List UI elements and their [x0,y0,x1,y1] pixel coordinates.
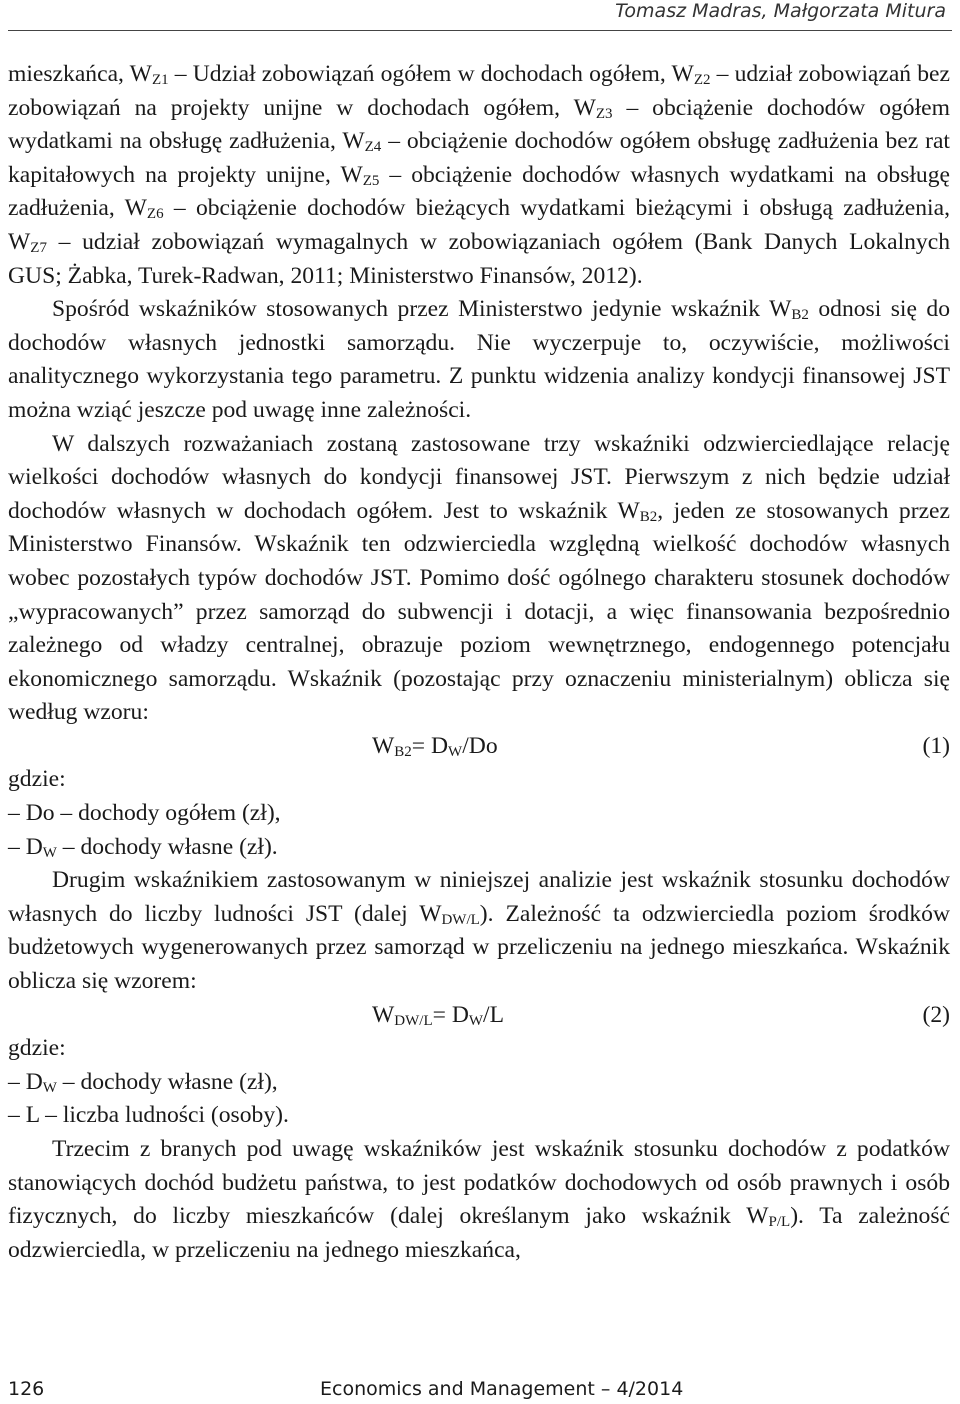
where-label-1: gdzie: [8,766,66,793]
journal-title: Economics and Management – 4/2014 [320,1378,684,1400]
paragraph-indicators: mieszkańca, $W_{Z1}$ – Udział zobowiązań ogółem w dochodach ogółem, $W_{Z2}$ – udział zobowiązań bez zobowiązań na projekty unijne w dochodach ogółem, $W_{Z3}$ – obciążenie dochodów ogółem wydatkami na obsługę zadłużenia, $W_{Z4}$ – obciążenie dochodów ogółem obsługę zadłużenia bez rat kapitałowych na projekty unijne, $W_{Z5}$ – obciążenie dochodów własnych wydatkami na obsługę zadłużenia, $W_{Z6}$ – obciążenie dochodów bieżących wydatkami bieżącymi i obsługą zadłużenia, $W_{Z7}$ – udział zobowiązań wymagalnych w zobowiązaniach ogółem (Bank Danych Lokalnych GUS; Żabka, Turek-Radwan, 2011; Ministerstwo Finansów, 2012). [8,61,950,289]
page-number: 126 [8,1378,45,1400]
definition-item: – Do – dochody ogółem (zł), [8,800,281,827]
paragraph-second-indicator: Drugim wskaźnikiem zastosowanym w niniejszej analizie jest wskaźnik stosunku dochodów własnych do liczby ludności JST (dalej $W_{DW/L}$). Zależność ta odzwierciedla poziom środków budżetowych wygenerowanych przez samorząd w przeliczeniu na jednego mieszkańca. Wskaźnik oblicza się wzorem: [8,867,950,995]
equation-1-number: (1) [922,732,950,759]
equation-2-formula: $W_{DW/L}= D_W/L$ [372,1001,504,1029]
article-body [8,58,950,1267]
paragraph-third-indicator: Trzecim z branych pod uwagę wskaźników jest wskaźnik stosunku dochodów z podatków stanowiących dochód budżetu państwa, to jest podatków dochodowych od osób prawnych i osób fizycznych, do liczby mieszkańców (dalej określanym jako wskaźnik $W_{P/L}$). Ta zależność odzwierciedla, w przeliczeniu na jednego mieszkańca, [8,1136,950,1263]
page-footer [8,1378,952,1404]
paragraph-first-indicator: W dalszych rozważaniach zostaną zastosowane trzy wskaźniki odzwierciedlające relację wielkości dochodów własnych do kondycji finansowej JST. Pierwszym z nich będzie udział dochodów własnych w dochodach ogółem. Jest to wskaźnik $W_{B2}$, jeden ze stosowanych przez Ministerstwo Finansów. Wskaźnik ten odzwierciedla względną wielkość dochodów własnych wobec pozostałych typów dochodów JST. Pomimo dość ogólnego charakteru stosunek dochodów „wypracowanych” przez samorząd do subwencji i dotacji, a więc finansowania bezpośrednio zależnego od władzy centralnej, obrazuje poziom wewnętrznego, endogennego potencjału ekonomicznego samorządu. Wskaźnik (pozostając przy oznaczeniu ministerialnym) oblicza się według wzoru: [8,430,950,726]
definition-item: – $D_W$ – dochody własne (zł), [8,1068,278,1096]
equation-2-number: (2) [922,1001,950,1028]
definition-item: – L – liczba ludności (osoby). [8,1102,289,1129]
definition-item: – $D_W$ – dochody własne (zł). [8,833,278,861]
where-label-2: gdzie: [8,1035,66,1062]
paragraph-ministry-indicators: Spośród wskaźników stosowanych przez Ministerstwo jedynie wskaźnik $W_{B2}$ odnosi się do dochodów własnych jednostki samorządu. Nie wyczerpuje to, oczywiście, możliwości analitycznego wykorzystania tego parametru. Z punktu widzenia analizy kondycji finansowej JST można wziąć jeszcze pod uwagę inne zależności. [8,296,950,423]
equation-2 [8,999,950,1033]
header-rule [8,30,952,31]
running-header: Tomasz Madras, Małgorzata Mitura [615,0,946,22]
equation-1 [8,730,950,764]
equation-1-formula: $W_{B2}= D_W/Do$ [372,732,498,760]
